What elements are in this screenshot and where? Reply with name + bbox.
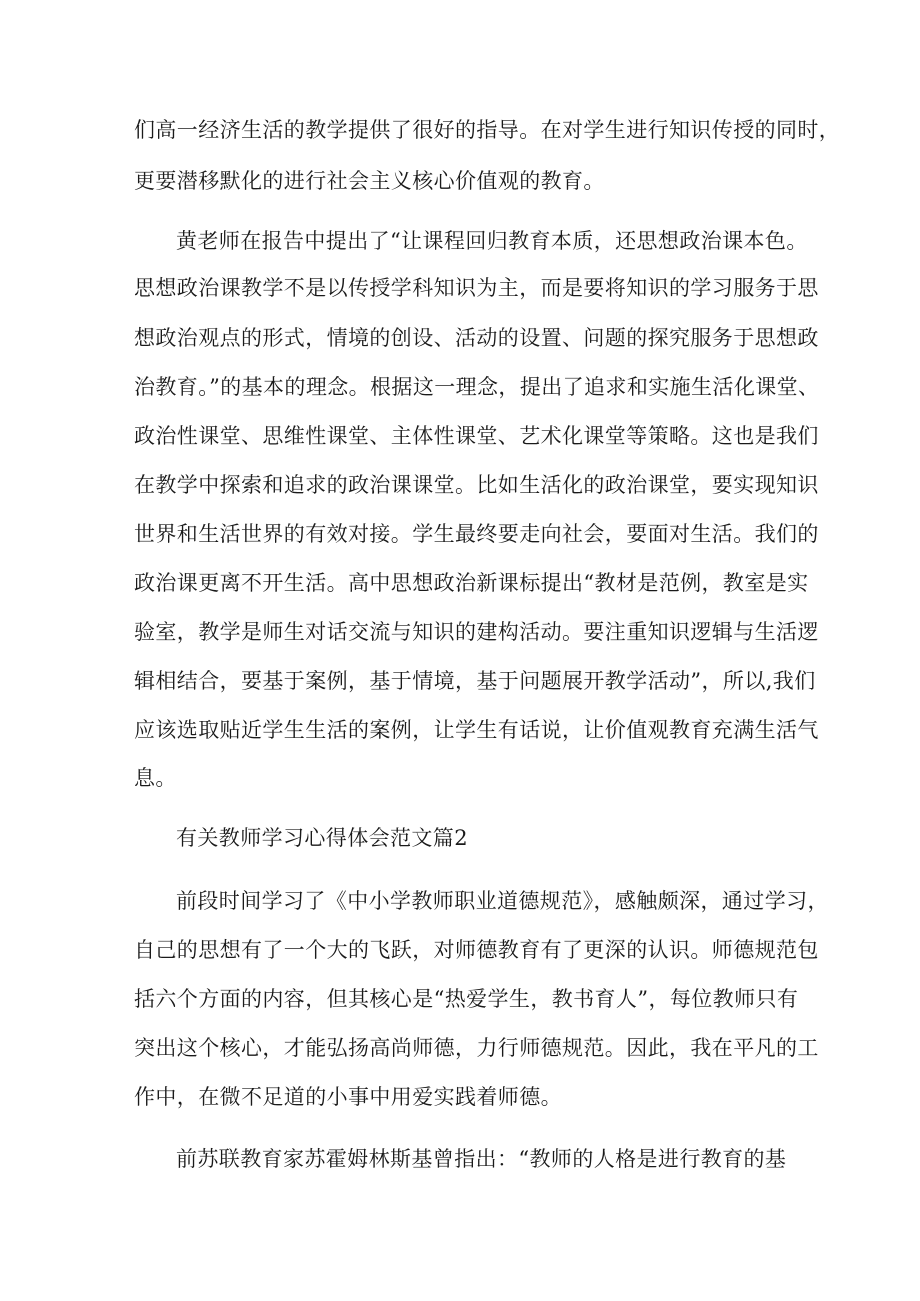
paragraph-1-line-2: 更要潜移默化的进行社会主义核心价值观的教育。 <box>134 169 605 193</box>
paragraph-2-line-2: 思想政治课教学不是以传授学科知识为主，而是要将知识的学习服务于思 <box>134 276 819 300</box>
paragraph-2-line-12: 息。 <box>134 766 177 790</box>
paragraph-2-line-5: 政治性课堂、思维性课堂、主体性课堂、艺术化课堂等策略。这也是我们 <box>134 424 819 448</box>
paragraph-2-line-1: 黄老师在报告中提出了“让课程回归教育本质，还思想政治课本色。 <box>176 229 808 253</box>
paragraph-2-line-3: 想政治观点的形式，情境的创设、活动的设置、问题的探究服务于思想政 <box>134 326 819 350</box>
paragraph-2-line-7: 世界和生活世界的有效对接。学生最终要走向社会，要面对生活。我们的 <box>134 522 819 546</box>
paragraph-3-line-5: 作中，在微不足道的小事中用爱实践着师德。 <box>134 1085 562 1109</box>
paragraph-3-line-1: 前段时间学习了《中小学教师职业道德规范》，感触颇深，通过学习， <box>176 889 829 913</box>
paragraph-3-line-4: 突出这个核心，才能弘扬高尚师德，力行师德规范。因此，我在平凡的工 <box>134 1036 819 1060</box>
paragraph-2-line-11: 应该选取贴近学生生活的案例，让学生有话说，让价值观教育充满生活气 <box>134 718 819 742</box>
paragraph-3-line-3: 括六个方面的内容，但其核心是“热爱学生，教书育人”，每位教师只有 <box>134 987 799 1011</box>
paragraph-2-line-9: 验室，教学是师生对话交流与知识的建构活动。要注重知识逻辑与生活逻 <box>134 620 819 644</box>
paragraph-1-line-1: 们高一经济生活的教学提供了很好的指导。在对学生进行知识传授的同时， <box>134 118 841 142</box>
paragraph-2-line-10: 辑相结合，要基于案例，基于情境，基于问题展开教学活动”，所以,我们 <box>134 669 816 693</box>
paragraph-3-line-2: 自己的思想有了一个大的飞跃，对师德教育有了更深的认识。师德规范包 <box>134 938 819 962</box>
paragraph-2-line-6: 在教学中探索和追求的政治课课堂。比如生活化的政治课堂，要实现知识 <box>134 473 819 497</box>
paragraph-2-line-4: 治教育。”的基本的理念。根据这一理念，提出了追求和实施生活化课堂、 <box>134 375 820 399</box>
paragraph-4-line-1: 前苏联教育家苏霍姆林斯基曾指出：“教师的人格是进行教育的基 <box>176 1147 787 1171</box>
paragraph-2-line-8: 政治课更离不开生活。高中思想政治新课标提出“教材是范例，教室是实 <box>134 571 809 595</box>
section-heading: 有关教师学习心得体会范文篇2 <box>176 826 468 850</box>
